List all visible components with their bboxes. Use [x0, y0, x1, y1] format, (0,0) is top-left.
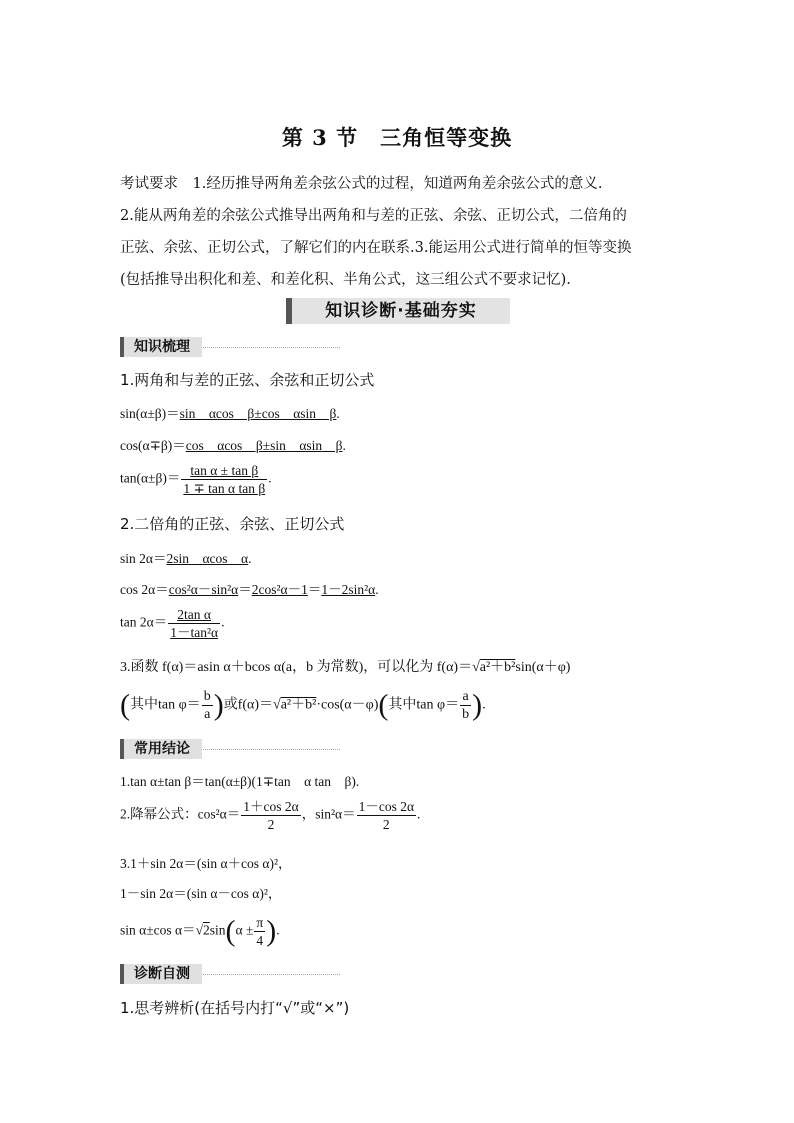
formula-answer: cos²α－sin²α: [168, 582, 239, 597]
formula-text: ·cos(α－φ): [316, 697, 379, 713]
formula-cos-sum: cos(α∓β)＝cos αcos β±sin αsin β.: [120, 438, 346, 453]
question-1: 1.思考辨析(在括号内打“√”或“×”): [120, 999, 350, 1017]
formula-answer: 1－2sin²α: [321, 582, 376, 597]
fraction-denominator: a: [204, 707, 211, 722]
fraction: [254, 914, 265, 949]
formula-lhs: tan(α±β)＝: [120, 470, 181, 486]
section-banner: 知识诊断·基础夯实: [286, 298, 510, 324]
heading-sum-diff: 1.两角和与差的正弦、余弦和正切公式: [120, 371, 375, 389]
formula-answer: cos αcos β±sin αsin β: [185, 438, 343, 453]
fraction-denominator: 2: [382, 817, 390, 832]
formula-answer: sin αcos β±cos αsin β: [179, 406, 337, 421]
formula-answer: 2cos²α－1: [251, 582, 308, 597]
fraction-numerator: 1＋cos 2α: [243, 799, 299, 814]
fraction: [357, 798, 416, 833]
section-label: 知识梳理: [120, 337, 202, 357]
formula-text: α ±: [235, 922, 254, 938]
sqrt-radicand: a²＋b²: [280, 697, 317, 713]
fraction-numerator: 2tan α: [168, 606, 220, 624]
formula-text: 3.函数 f(α)＝asin α＋bcos α(a，b 为常数)，可以化为 f(α)＝: [120, 660, 473, 675]
sqrt-radicand: a²＋b²: [479, 660, 516, 675]
formula-tan-sum: tan(α±β)＝ $\frac{\text{tan α ± tan β}}{\text{1 ∓ tan α tan β}}$ .: [120, 463, 272, 496]
fraction-denominator: 4: [256, 933, 264, 948]
formula-auxiliary-angle: 3.函数 f(α)＝asin α＋bcos α(a，b 为常数)，可以化为 f(α)＝√a²＋b²sin(α＋φ): [120, 660, 571, 675]
sqrt-radicand: 2: [202, 922, 210, 938]
fraction-numerator: tan α ± tan β: [181, 462, 267, 480]
fraction: [241, 798, 300, 833]
requirements-line-1: 考试要求 1.经历推导两角差余弦公式的过程，知道两角差余弦公式的意义.: [120, 176, 603, 192]
conclusion-1: 1.tan α±tan β＝tan(α±β)(1∓tan α tan β).: [120, 774, 360, 789]
formula-sin-sum: sin(α±β)＝sin αcos β±cos αsin β.: [120, 406, 340, 421]
formula-text: sin: [209, 922, 226, 938]
formula-cos-double: cos 2α＝cos²α－sin²α＝2cos²α－1＝1－2sin²α.: [120, 582, 379, 597]
section-knowledge: [120, 337, 202, 357]
formula-lhs: sin(α±β)＝: [120, 406, 180, 421]
fraction-denominator: 1 ∓ tan α tan β: [183, 481, 266, 496]
requirements-line-2: 2.能从两角差的余弦公式推导出两角和与差的正弦、余弦、正切公式，二倍角的: [120, 208, 627, 224]
fraction-denominator: 1－tan²α: [170, 625, 219, 640]
formula-lhs: sin 2α＝: [120, 551, 167, 566]
formula-text: 或f(α)＝: [223, 697, 274, 713]
formula-tan-double: tan 2α＝ $\frac{\text{2tan α}}{\text{1－tan²α}}$ .: [120, 607, 225, 640]
formula-text: ，sin²α＝: [301, 806, 356, 822]
formula-text: sin(α＋φ): [515, 660, 571, 675]
formula-text: 2.降幂公式：cos²α＝: [120, 806, 241, 822]
conclusion-4: 1－sin 2α＝(sin α－cos α)²，: [120, 886, 282, 901]
formula-lhs: tan 2α＝: [120, 614, 168, 630]
conclusion-3: 3.1＋sin 2α＝(sin α＋cos α)²，: [120, 856, 292, 871]
formula-text: sin α±cos α＝: [120, 922, 196, 938]
fraction: [460, 688, 471, 723]
formula-text: 其中tan φ＝: [388, 697, 460, 713]
fraction-denominator: b: [462, 707, 470, 722]
requirements-line-4: (包括推导出积化和差、和差化积、半角公式，这三组公式不要求记忆).: [120, 272, 571, 288]
formula-answer: 2sin αcos α: [166, 551, 249, 566]
fraction-denominator: 2: [267, 817, 275, 832]
fraction: [202, 688, 213, 723]
section-conclusions: [120, 739, 202, 759]
section-selftest: [120, 964, 202, 984]
section-label: 诊断自测: [120, 964, 202, 984]
fraction: [181, 462, 267, 497]
requirements-line-3: 正弦、余弦、正切公式，了解它们的内在联系.3.能运用公式进行简单的恒等变换: [120, 240, 632, 256]
fraction-numerator: 1－cos 2α: [358, 799, 415, 814]
formula-auxiliary-detail: (其中tan φ＝ $\frac{b}{a}$ )或f(α)＝√a²＋b²·cos(α－φ)(其中tan φ＝ $\frac{a}{b}$ ).: [120, 688, 486, 722]
heading-double-angle: 2.二倍角的正弦、余弦、正切公式: [120, 515, 345, 533]
page-title: 第 3 节 三角恒等变换: [281, 125, 513, 150]
fraction-numerator: π: [256, 915, 264, 930]
fraction: [168, 606, 220, 641]
fraction-numerator: a: [460, 688, 471, 706]
section-label: 常用结论: [120, 739, 202, 759]
fraction-numerator: b: [203, 689, 211, 704]
formula-text: 其中tan φ＝: [130, 697, 201, 713]
formula-sin-double: sin 2α＝2sin αcos α.: [120, 551, 252, 566]
formula-lhs: cos(α∓β)＝: [120, 438, 186, 453]
conclusion-2: 2.降幂公式：cos²α＝ $\frac{1+\cos 2\alpha}{2}$ ，sin²α＝ $\frac{1-\cos 2\alpha}{2}$ .: [120, 799, 421, 832]
conclusion-5: sin α±cos α＝√2sin(α ± $\frac{\pi}{4}$ ).: [120, 914, 280, 948]
formula-lhs: cos 2α＝: [120, 582, 169, 597]
